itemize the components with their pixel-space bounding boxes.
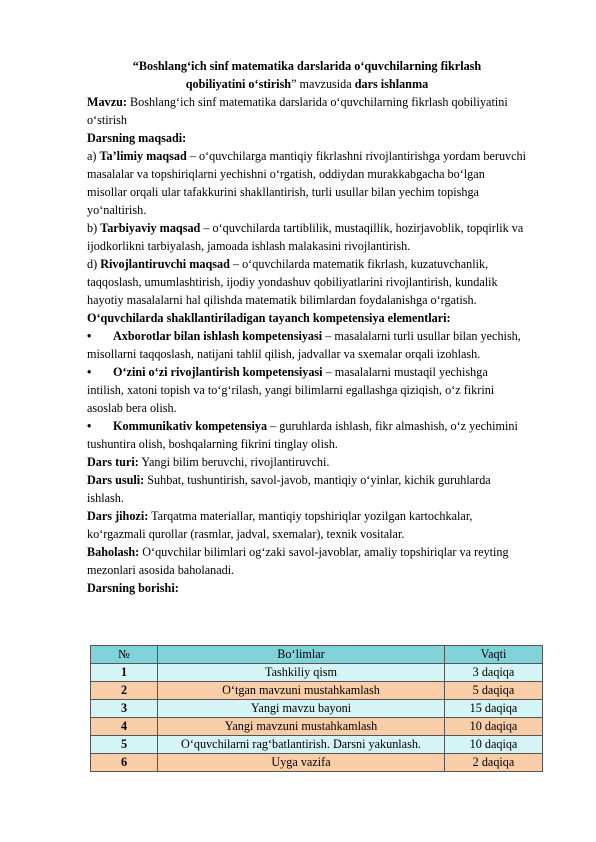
row-number: 6 <box>91 754 158 772</box>
lesson-method-label: Dars usuli: <box>87 473 145 487</box>
lesson-equipment-label: Dars jihozi: <box>87 509 149 523</box>
competence-item <box>87 363 527 417</box>
competence-text: – masalalarni mustaqil yechishga intilish, xatoni topish va to‘g‘rilash, yangi bilimlarni egallashga qiziqish, o‘z fikrini asoslab bera olish. <box>87 365 495 415</box>
bullet-icon: • <box>87 329 92 343</box>
competence-item <box>87 327 527 363</box>
goal-prefix: d) <box>87 257 101 271</box>
row-number: 5 <box>91 736 158 754</box>
row-section: Yangi mavzuni mustahkamlash <box>158 718 445 736</box>
document-title <box>87 58 527 93</box>
row-section: Tashkiliy qism <box>158 664 445 682</box>
row-section: O‘quvchilarni rag‘batlantirish. Darsni yakunlash. <box>158 736 445 754</box>
row-section: Yangi mavzu bayoni <box>158 700 445 718</box>
competence-label: O‘zini o‘zi rivojlantirish kompetensiyasi <box>113 365 323 379</box>
goal-label: Rivojlantiruvchi maqsad <box>100 257 230 271</box>
table-row <box>91 736 543 754</box>
row-time: 2 daqiqa <box>445 754 543 772</box>
goal-label: Tarbiyaviy maqsad <box>100 221 201 235</box>
competence-text: – guruhlarda ishlash, fikr almashish, o‘z yechimini tushuntira olish, boshqalarning fikrini tinglay olish. <box>87 419 518 451</box>
lesson-equipment <box>87 507 527 543</box>
title-line-1: “Boshlang‘ich sinf matematika darslarida o‘quvchilarning fikrlash <box>132 59 482 73</box>
row-section: Uyga vazifa <box>158 754 445 772</box>
competence-item <box>87 417 527 453</box>
goal-text: – o‘quvchilarda matematik fikrlash, kuzatuvchanlik, taqqoslash, umumlashtirish, ijodiy yondashuv qobiliyatlarini rivojlantirish, kundalik hayotiy masalalarni hal qilishda matematik bilimlardan foydalanishga o‘rgatish. <box>87 257 498 307</box>
goal-prefix: a) <box>87 149 100 163</box>
row-time: 3 daqiqa <box>445 664 543 682</box>
title-topic: qobiliyatini o‘stirish <box>185 76 292 91</box>
goal-prefix: b) <box>87 221 101 235</box>
lesson-type-text: Yangi bilim beruvchi, rivojlantiruvchi. <box>138 455 330 469</box>
row-number: 1 <box>91 664 158 682</box>
row-section: O‘tgan mavzuni mustahkamlash <box>158 682 445 700</box>
lesson-flow-heading-text: Darsning borishi: <box>87 581 179 595</box>
header-number: № <box>91 646 158 664</box>
competence-heading <box>87 309 527 327</box>
lesson-method-text: Suhbat, tushuntirish, savol-javob, mantiqiy o‘yinlar, kichik guruhlarda ishlash. <box>87 473 491 505</box>
table-row <box>91 718 543 736</box>
topic-paragraph <box>87 93 527 129</box>
goal-text: – o‘quvchilarda tartiblilik, mustaqillik, hozirjavoblik, topqirlik va ijodkorlikni tarbiyalash, jamoada ishlash malakasini rivojlantirish. <box>87 221 524 253</box>
row-number: 3 <box>91 700 158 718</box>
assessment-label: Baholash: <box>87 545 140 559</box>
lesson-equipment-text: Tarqatma materiallar, mantiqiy topshiriqlar yozilgan kartochkalar, ko‘rgazmali qurollar (rasmlar, jadval, sxemalar), texnik vositalar. <box>87 509 473 541</box>
row-number: 2 <box>91 682 158 700</box>
lesson-method <box>87 471 527 507</box>
assessment <box>87 543 527 579</box>
row-time: 10 daqiqa <box>445 718 543 736</box>
title-line-2 <box>87 76 527 94</box>
table-header-row <box>91 646 543 664</box>
row-number: 4 <box>91 718 158 736</box>
goals-heading-text: Darsning maqsadi: <box>87 131 187 145</box>
topic-label: Mavzu: <box>87 95 127 109</box>
competence-heading-text: O‘quvchilarda shakllantiriladigan tayanch kompetensiya elementlari: <box>87 311 451 325</box>
row-time: 5 daqiqa <box>445 682 543 700</box>
goal-developmental <box>87 255 527 309</box>
header-time: Vaqti <box>445 646 543 664</box>
goals-heading <box>87 129 527 147</box>
competence-label: Axborotlar bilan ishlash kompetensiyasi <box>113 329 323 343</box>
lesson-type-label: Dars turi: <box>87 455 139 469</box>
header-sections: Bo‘limlar <box>158 646 445 664</box>
lesson-schedule-table <box>90 645 543 772</box>
competence-label: Kommunikativ kompetensiya <box>113 419 268 433</box>
goal-upbringing <box>87 219 527 255</box>
lesson-flow-heading <box>87 579 527 597</box>
goal-educational <box>87 147 527 219</box>
title-suffix: dars ishlanma <box>354 76 429 91</box>
title-connector: ” mavzusida <box>291 76 355 91</box>
bullet-icon: • <box>87 419 92 433</box>
competence-text: – masalalarni turli usullar bilan yechish, misollarni taqqoslash, natijani tahlil qilish, jadvallar va sxemalar orqali izohlash. <box>87 329 521 361</box>
document-body <box>87 58 527 597</box>
table-row <box>91 700 543 718</box>
goal-label: Ta’limiy maqsad <box>99 149 187 163</box>
table-row <box>91 664 543 682</box>
topic-text: Boshlang‘ich sinf matematika darslarida o‘quvchilarning fikrlash qobiliyatini o‘stirish <box>87 95 508 127</box>
goal-text: – o‘quvchilarga mantiqiy fikrlashni rivojlantirishga yordam beruvchi masalalar va topshiriqlarni yechishni o‘rgatish, oddiydan murakkabgacha bo‘lgan misollar orqali ular tafakkurini shakllantirish, turli usullar bilan yechim topishga yo‘naltirish. <box>87 149 527 217</box>
row-time: 15 daqiqa <box>445 700 543 718</box>
bullet-icon: • <box>87 365 92 379</box>
assessment-text: O‘quvchilar bilimlari og‘zaki savol-javoblar, amaliy topshiriqlar va reyting mezonlari asosida baholanadi. <box>87 545 509 577</box>
table-row <box>91 754 543 772</box>
table-row <box>91 682 543 700</box>
row-time: 10 daqiqa <box>445 736 543 754</box>
lesson-type <box>87 453 527 471</box>
